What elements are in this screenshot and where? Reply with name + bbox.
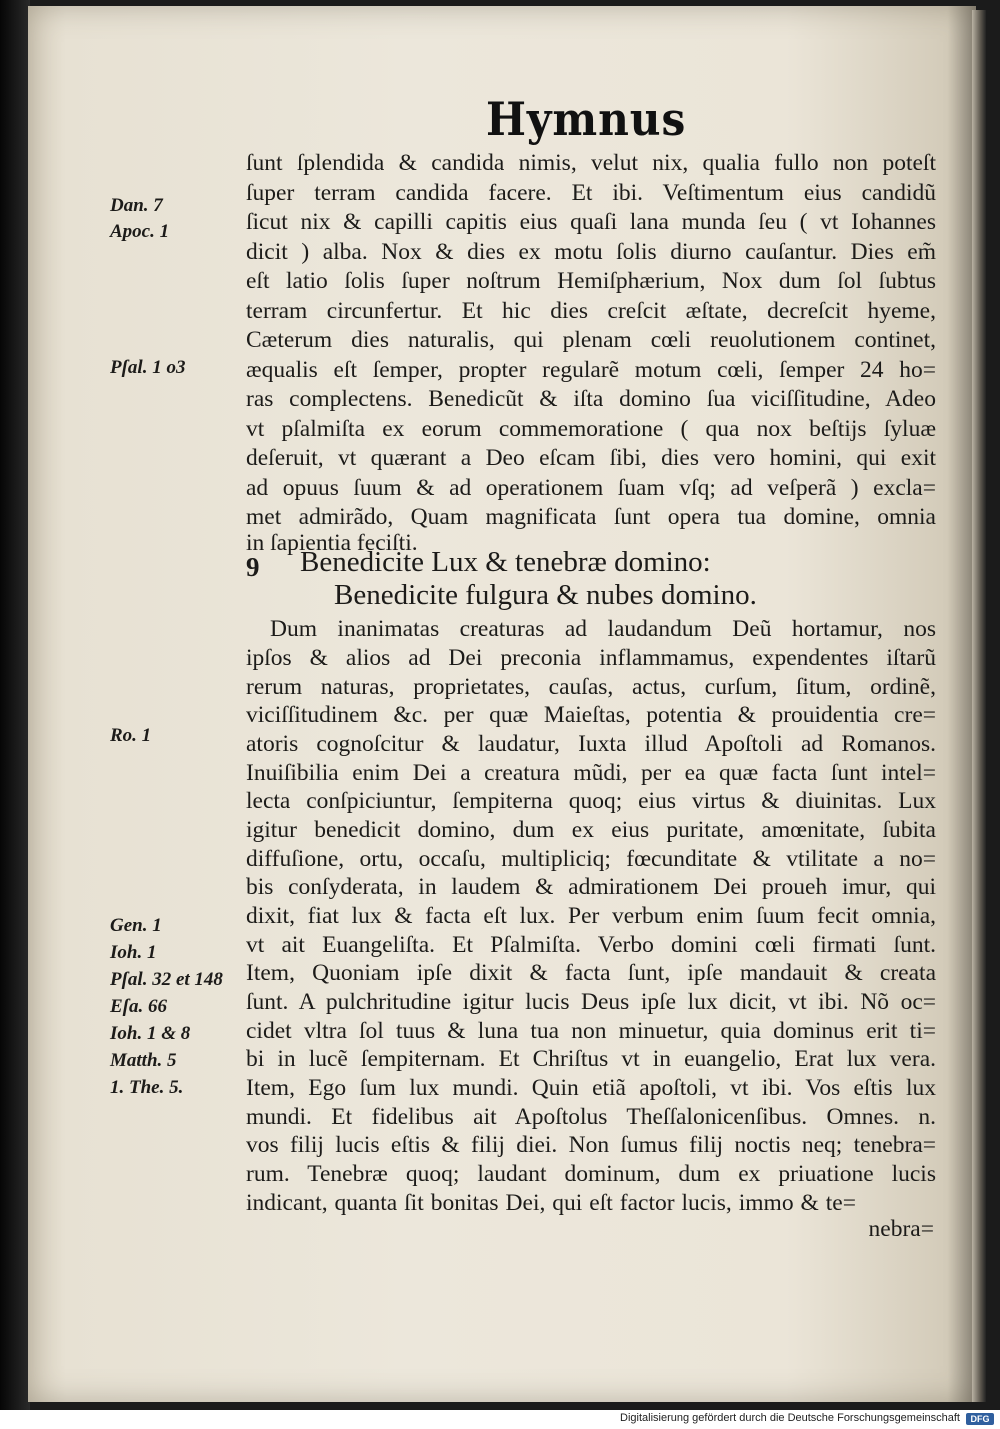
margin-reference: Eſa. 66 xyxy=(110,996,167,1017)
text-line: cidet vltra ſol tuus & luna tua non minuetur, quia dominus erit ti= xyxy=(246,1018,936,1044)
margin-reference: Pſal. 32 et 148 xyxy=(110,969,223,990)
text-line: Cæterum dies naturalis, qui plenam cœli reuolutionem continet, xyxy=(246,327,936,353)
text-line: diffuſione, ortu, occaſu, multipliciq; fœcunditate & vtilitate a no= xyxy=(246,846,936,872)
margin-reference: Ioh. 1 & 8 xyxy=(110,1023,191,1044)
margin-reference: Matth. 5 xyxy=(110,1050,177,1071)
text-line: vos filij lucis eſtis & filij diei. Non ſumus filij noctis neq; tenebra= xyxy=(246,1132,936,1158)
margin-reference: Ioh. 1 xyxy=(110,942,157,963)
text-line: in ſapientia feciſti. xyxy=(246,530,418,556)
margin-reference: Ro. 1 xyxy=(110,725,152,746)
text-line: ipſos & alios ad Dei preconia inflammamus, expendentes iſtarũ xyxy=(246,645,936,671)
text-line: bi in lucẽ ſempiternam. Et Chriſtus vt in euangelio, Erat lux vera. xyxy=(246,1046,936,1072)
text-line: ad opuus ſuum & ad operationem ſuam vſq; ad veſperã ) excla= xyxy=(246,475,936,501)
text-line: atoris cognoſcitur & laudatur, Iuxta illud Apoſtoli ad Romanos. xyxy=(246,731,936,757)
text-line: ſunt ſplendida & candida nimis, velut nix, qualia fullo non poteſt xyxy=(246,150,936,176)
text-line: ſicut nix & capilli capitis eius quaſi lana munda ſeu ( vt Iohannes xyxy=(246,209,936,235)
text-line: Item, Ego ſum lux mundi. Quin etiã apoſtoli, vt ibi. Vos eſtis lux xyxy=(246,1075,936,1101)
text-line: Dum inanimatas creaturas ad laudandum Deũ hortamur, nos xyxy=(270,616,936,642)
funding-notice: Digitalisierung gefördert durch die Deutsche Forschungsgemeinschaft xyxy=(620,1412,960,1424)
text-line: dicit ) alba. Nox & dies ex motu ſolis diurno cauſantur. Dies em̃ xyxy=(246,239,936,265)
verse-line-1: Benedicite Lux & tenebræ domino: xyxy=(300,546,711,578)
text-line: rum. Tenebræ quoq; laudant dominum, dum ex priuatione lucis xyxy=(246,1161,936,1187)
text-line: Inuiſibilia enim Dei a creatura mũdi, per ea quæ facta ſunt intel= xyxy=(246,760,936,786)
text-line: eſt latio ſolis ſuper noſtrum Hemiſphærium, Nox dum ſol ſubtus xyxy=(246,268,936,294)
text-line: dixit, fiat lux & facta eſt lux. Per verbum enim ſuum fecit omnia, xyxy=(246,903,936,929)
margin-reference: Dan. 7 xyxy=(110,195,163,216)
margin-reference: Gen. 1 xyxy=(110,915,162,936)
book-gutter xyxy=(0,0,30,1410)
text-line: terram circunfertur. Et hic dies creſcit æſtate, decreſcit hyeme, xyxy=(246,298,936,324)
text-line: Item, Quoniam ipſe dixit & facta ſunt, ipſe mandauit & creata xyxy=(246,960,936,986)
margin-reference: Pſal. 1 o3 xyxy=(110,357,186,378)
verse-number: 9 xyxy=(246,552,260,582)
verse-line-2: Benedicite fulgura & nubes domino. xyxy=(334,579,757,611)
dfg-logo: DFG xyxy=(966,1413,994,1425)
text-line: rerum naturas, proprietates, cauſas, actus, curſum, ſitum, ordinẽ, xyxy=(246,674,936,700)
text-line: ras complectens. Benedicũt & iſta domino ſua viciſſitudine, Adeo xyxy=(246,386,936,412)
text-line: indicant, quanta ſit bonitas Dei, qui eſt factor lucis, immo & te= xyxy=(246,1190,856,1216)
text-line: viciſſitudinem &c. per quæ Maieſtas, potentia & prouidentia cre= xyxy=(246,702,936,728)
text-line: met admirãdo, Quam magnificata ſunt opera tua domine, omnia xyxy=(246,504,936,530)
text-line: mundi. Et fidelibus ait Apoſtolus Theſſalonicenſibus. Omnes. n. xyxy=(246,1104,936,1130)
text-line: vt pſalmiſta ex eorum commemoratione ( qua nox beſtijs ſyluæ xyxy=(246,416,936,442)
margin-reference: 1. The. 5. xyxy=(110,1077,184,1098)
text-line: ſuper terram candida facere. Et ibi. Veſtimentum eius candidũ xyxy=(246,180,936,206)
margin-reference: Apoc. 1 xyxy=(110,221,170,242)
text-line: igitur benedicit domino, dum ex eius puritate, amœnitate, ſubita xyxy=(246,817,936,843)
text-line: bis conſyderata, in laudem & admirationem Dei proueh imur, qui xyxy=(246,874,936,900)
text-line: vt ait Euangeliſta. Et Pſalmiſta. Verbo domini cœli firmati ſunt. xyxy=(246,932,936,958)
text-line: lecta conſpiciuntur, ſempiterna quoq; eius virtus & diuinitas. Lux xyxy=(246,788,936,814)
running-title: Hymnus xyxy=(486,92,687,146)
text-line: deſeruit, vt quærant a Deo eſcam ſibi, dies vero homini, qui exit xyxy=(246,445,936,471)
catchword: nebra= xyxy=(868,1216,934,1242)
text-line: ſunt. A pulchritudine igitur lucis Deus ipſe lux dicit, vt ibi. Nõ oc= xyxy=(246,989,936,1015)
text-line: æqualis eſt ſemper, propter regularẽ motum cœli, ſemper 24 ho= xyxy=(246,357,936,383)
page-edge-shadow xyxy=(972,10,986,1402)
